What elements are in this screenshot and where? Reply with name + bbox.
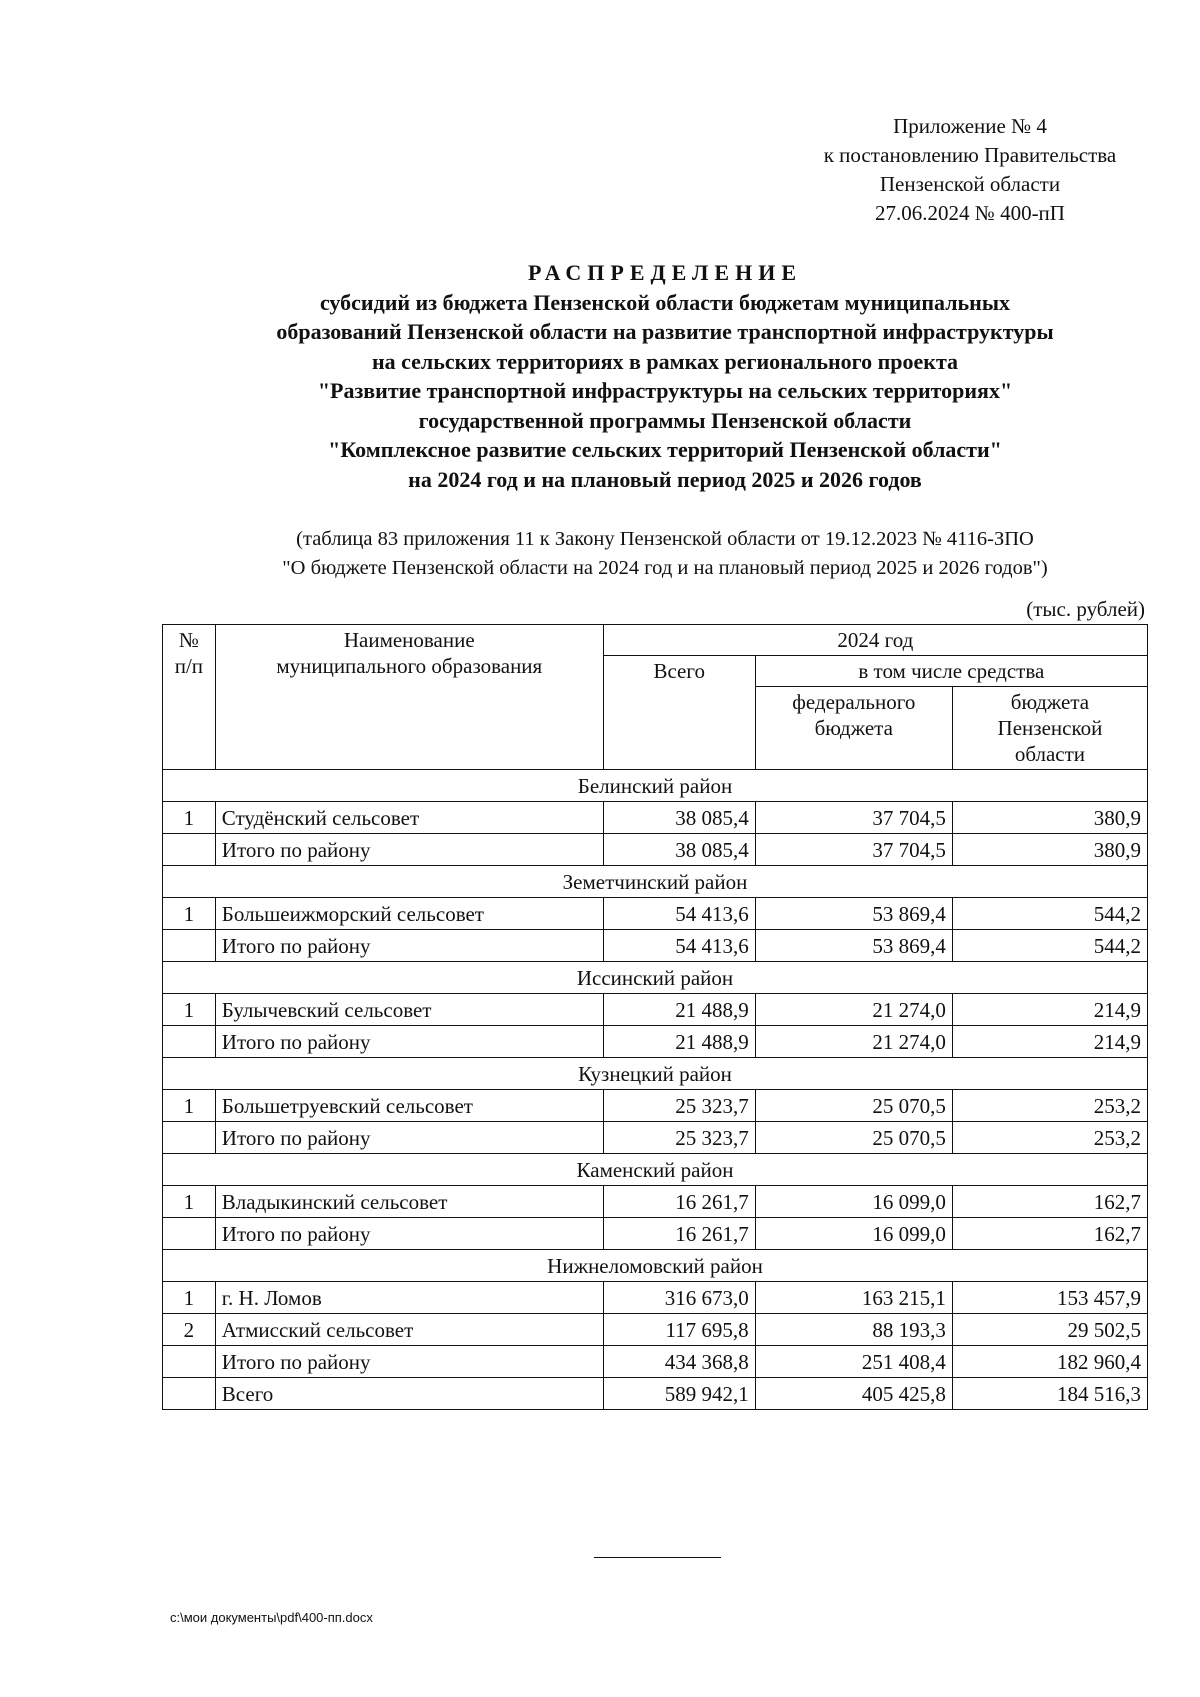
row-federal: 251 408,4 [755,1346,952,1378]
row-name: Большетруевский сельсовет [215,1090,603,1122]
units-label: (тыс. рублей) [1026,597,1145,621]
title-line-2: образований Пензенской области на развитие транспортной инфраструктуры [276,319,1054,344]
district-row [163,1058,1148,1090]
table-row [163,930,1148,962]
table-row [163,1026,1148,1058]
row-regional: 162,7 [952,1186,1147,1218]
row-regional: 544,2 [952,930,1147,962]
table-body [163,770,1148,1410]
attachment-region: Пензенской области [879,172,1061,196]
title-line-7: на 2024 год и на плановый период 2025 и 2026 годов [408,466,922,492]
source-reference [120,525,1200,583]
header-year: 2024 год [603,625,1147,656]
row-total: 21 488,9 [603,994,755,1026]
district-row [163,962,1148,994]
table-row [163,1378,1148,1410]
row-regional: 253,2 [952,1122,1147,1154]
row-total: 54 413,6 [603,898,755,930]
separator-line [594,1557,721,1558]
title-line-1: субсидий из бюджета Пензенской области бюджетам муниципальных [319,289,1011,315]
row-name: Итого по району [215,930,603,962]
header-federal: федерального бюджета [755,687,952,770]
attachment-number: Приложение № 4 [893,114,1047,138]
row-federal: 21 274,0 [755,1026,952,1058]
district-name: Земетчинский район [163,866,1148,898]
row-federal: 21 274,0 [755,994,952,1026]
header-num: № п/п [163,625,216,770]
row-total: 16 261,7 [603,1186,755,1218]
row-name: Булычевский сельсовет [215,994,603,1026]
row-number [163,1218,216,1250]
row-regional: 182 960,4 [952,1346,1147,1378]
table-row [163,834,1148,866]
row-regional: 253,2 [952,1090,1147,1122]
row-regional: 214,9 [952,994,1147,1026]
row-total: 589 942,1 [603,1378,755,1410]
title-line-6: "Комплексное развитие сельских территорий Пензенской области" [328,437,1002,462]
row-number: 1 [163,1186,216,1218]
row-federal: 163 215,1 [755,1282,952,1314]
district-row [163,770,1148,802]
table-row [163,1186,1148,1218]
row-total: 25 323,7 [603,1122,755,1154]
row-total: 16 261,7 [603,1218,755,1250]
attachment-date-number: 27.06.2024 № 400-пП [875,201,1065,225]
row-total: 21 488,9 [603,1026,755,1058]
row-total: 38 085,4 [603,834,755,866]
table-row [163,1314,1148,1346]
row-name: Студёнский сельсовет [215,802,603,834]
header-name: Наименование муниципального образования [215,625,603,770]
row-total: 117 695,8 [603,1314,755,1346]
row-total: 434 368,8 [603,1346,755,1378]
row-federal: 37 704,5 [755,802,952,834]
district-name: Кузнецкий район [163,1058,1148,1090]
row-total: 38 085,4 [603,802,755,834]
row-number [163,1378,216,1410]
row-name: Атмисский сельсовет [215,1314,603,1346]
row-federal: 25 070,5 [755,1090,952,1122]
row-regional: 380,9 [952,802,1147,834]
district-name: Белинский район [163,770,1148,802]
row-number: 2 [163,1314,216,1346]
file-path: c:\мои документы\pdf\400-пп.docx [170,1610,373,1625]
row-name: Владыкинский сельсовет [215,1186,603,1218]
table-row [163,1090,1148,1122]
row-name: Итого по району [215,1026,603,1058]
row-total: 316 673,0 [603,1282,755,1314]
district-name: Нижнеломовский район [163,1250,1148,1282]
row-federal: 53 869,4 [755,898,952,930]
row-federal: 25 070,5 [755,1122,952,1154]
header-total: Всего [603,656,755,770]
row-regional: 153 457,9 [952,1282,1147,1314]
district-name: Каменский район [163,1154,1148,1186]
title-line-5: государственной программы Пензенской области [418,407,912,433]
row-federal: 53 869,4 [755,930,952,962]
district-name: Иссинский район [163,962,1148,994]
row-name: Итого по району [215,1346,603,1378]
row-federal: 16 099,0 [755,1218,952,1250]
table-row [163,1122,1148,1154]
table-row [163,898,1148,930]
row-name: Итого по району [215,834,603,866]
table-row [163,1282,1148,1314]
source-ref-line-1: (таблица 83 приложения 11 к Закону Пензенской области от 19.12.2023 № 4116-ЗПО [296,528,1034,550]
table-row [163,1218,1148,1250]
district-row [163,1154,1148,1186]
title-heading: РАСПРЕДЕЛЕНИЕ [527,260,802,285]
row-number [163,1026,216,1058]
row-number [163,930,216,962]
row-name: Итого по району [215,1218,603,1250]
row-number [163,1346,216,1378]
district-row [163,1250,1148,1282]
row-name: Итого по району [215,1122,603,1154]
source-ref-line-2: "О бюджете Пензенской области на 2024 год и на плановый период 2025 и 2026 годов") [282,557,1048,579]
distribution-table [162,624,1148,1410]
row-number: 1 [163,1282,216,1314]
row-number: 1 [163,994,216,1026]
attachment-block [790,112,1150,228]
row-regional: 214,9 [952,1026,1147,1058]
row-regional: 380,9 [952,834,1147,866]
row-number: 1 [163,898,216,930]
table-row [163,1346,1148,1378]
row-federal: 16 099,0 [755,1186,952,1218]
row-regional: 544,2 [952,898,1147,930]
title-line-3: на сельских территориях в рамках регионального проекта [371,348,959,374]
row-regional: 162,7 [952,1218,1147,1250]
row-regional: 184 516,3 [952,1378,1147,1410]
district-row [163,866,1148,898]
row-number [163,1122,216,1154]
row-number [163,834,216,866]
title-line-4: "Развитие транспортной инфраструктуры на сельских территориях" [317,378,1013,403]
row-name: Большеижморский сельсовет [215,898,603,930]
header-including: в том числе средства [755,656,1147,687]
document-title [120,258,1200,494]
row-total: 54 413,6 [603,930,755,962]
row-name: Всего [215,1378,603,1410]
row-name: г. Н. Ломов [215,1282,603,1314]
row-number: 1 [163,802,216,834]
header-regional: бюджета Пензенской области [952,687,1147,770]
row-number: 1 [163,1090,216,1122]
row-total: 25 323,7 [603,1090,755,1122]
table-row [163,994,1148,1026]
table-row [163,802,1148,834]
row-federal: 37 704,5 [755,834,952,866]
attachment-ref: к постановлению Правительства [823,143,1117,167]
row-regional: 29 502,5 [952,1314,1147,1346]
row-federal: 88 193,3 [755,1314,952,1346]
row-federal: 405 425,8 [755,1378,952,1410]
